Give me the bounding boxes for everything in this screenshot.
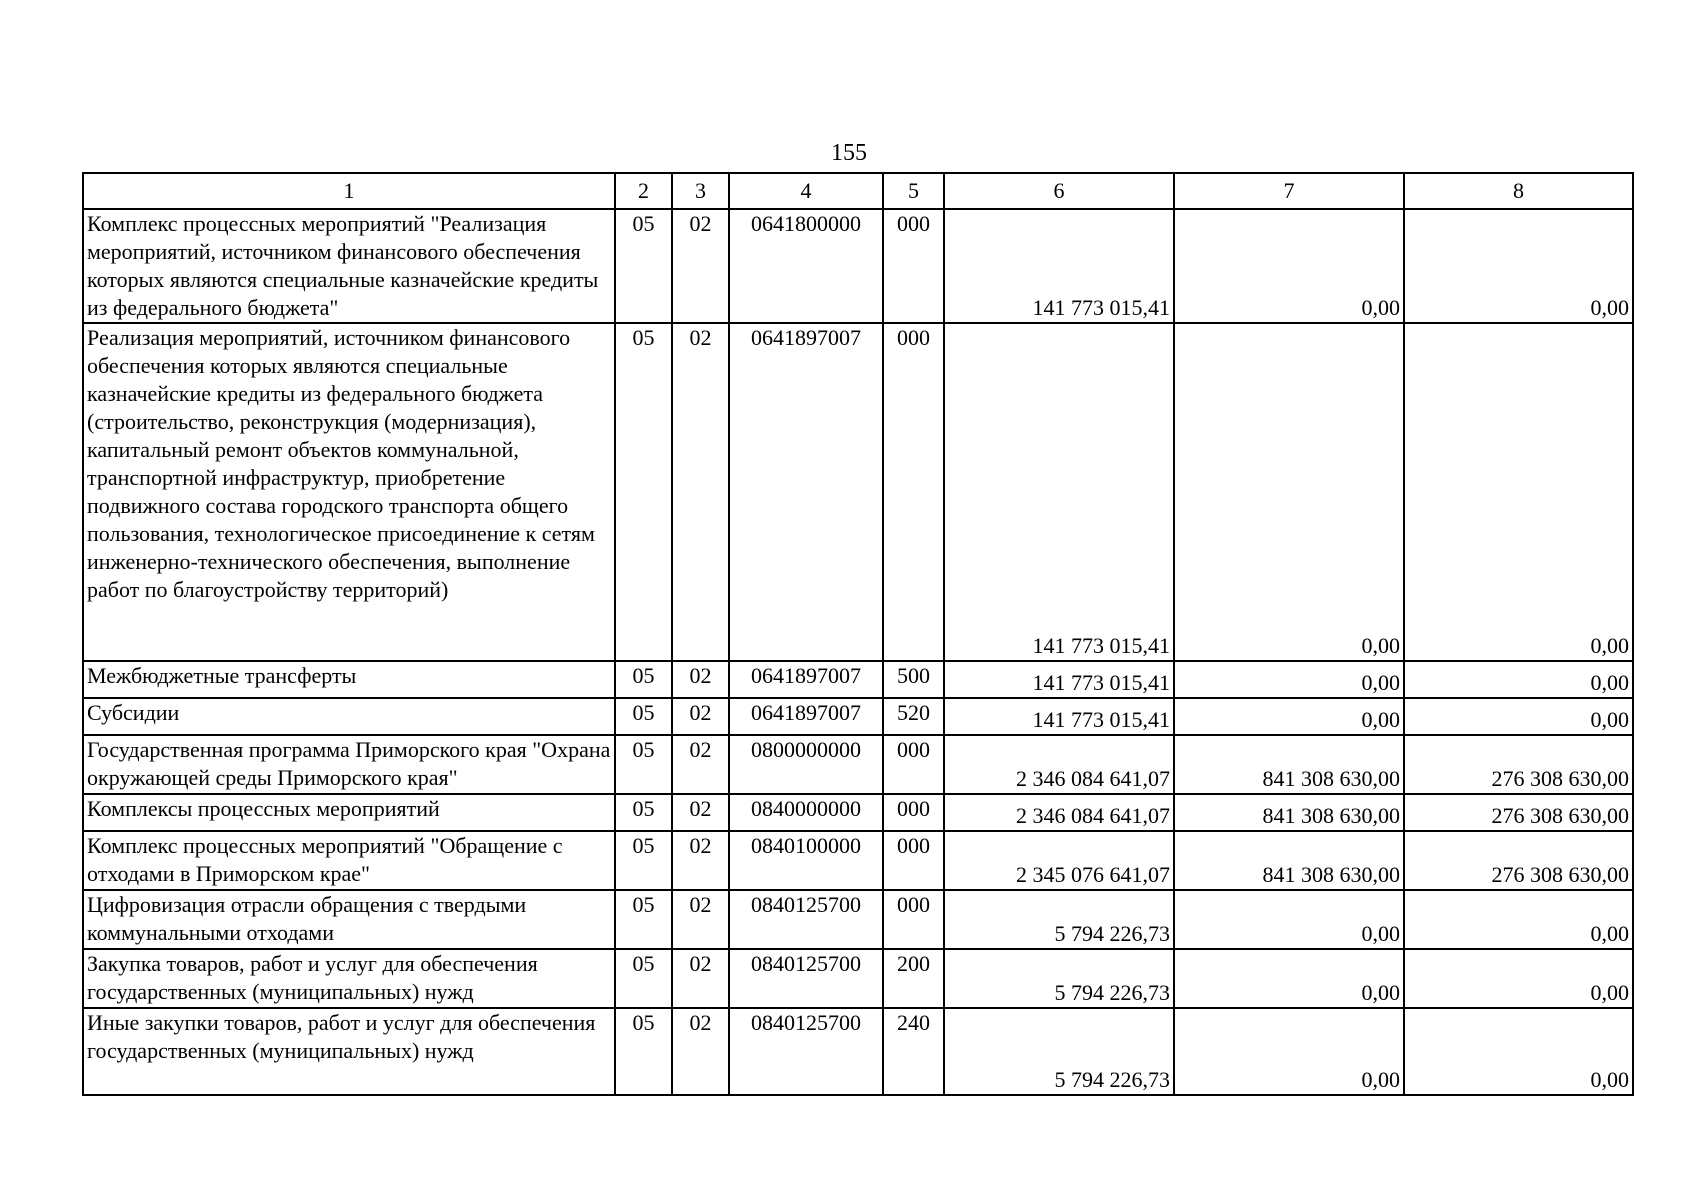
target-article-code: 0840125700 — [729, 890, 883, 949]
amount-col-8: 0,00 — [1404, 949, 1633, 1008]
amount-col-6: 141 773 015,41 — [944, 698, 1174, 735]
column-header: 1 — [83, 173, 615, 209]
section-code: 05 — [615, 209, 672, 323]
amount-col-7: 0,00 — [1174, 323, 1404, 661]
column-number-row — [83, 173, 1633, 209]
amount-col-8: 276 308 630,00 — [1404, 831, 1633, 890]
amount-col-7: 0,00 — [1174, 890, 1404, 949]
target-article-code: 0641800000 — [729, 209, 883, 323]
target-article-code: 0840125700 — [729, 949, 883, 1008]
amount-col-8: 276 308 630,00 — [1404, 735, 1633, 794]
expense-type-code: 520 — [883, 698, 944, 735]
table-row — [83, 209, 1633, 323]
page-number: 155 — [831, 140, 867, 166]
subsection-code: 02 — [672, 890, 729, 949]
target-article-code: 0641897007 — [729, 323, 883, 661]
expense-name: Комплекс процессных мероприятий "Реализация мероприятий, источником финансового обеспечения которых являются специальные казначейские кредиты из федерального бюджета" — [83, 209, 615, 323]
column-header: 7 — [1174, 173, 1404, 209]
amount-col-6: 141 773 015,41 — [944, 661, 1174, 698]
expense-type-code: 200 — [883, 949, 944, 1008]
amount-col-7: 0,00 — [1174, 209, 1404, 323]
section-code: 05 — [615, 735, 672, 794]
expense-name: Комплексы процессных мероприятий — [83, 794, 615, 831]
amount-col-6: 2 346 084 641,07 — [944, 735, 1174, 794]
target-article-code: 0840100000 — [729, 831, 883, 890]
subsection-code: 02 — [672, 209, 729, 323]
expense-name: Закупка товаров, работ и услуг для обеспечения государственных (муниципальных) нужд — [83, 949, 615, 1008]
subsection-code: 02 — [672, 323, 729, 661]
expense-type-code: 000 — [883, 831, 944, 890]
section-code: 05 — [615, 794, 672, 831]
amount-col-8: 0,00 — [1404, 323, 1633, 661]
section-code: 05 — [615, 698, 672, 735]
subsection-code: 02 — [672, 698, 729, 735]
table-row — [83, 1008, 1633, 1095]
subsection-code: 02 — [672, 794, 729, 831]
target-article-code: 0840125700 — [729, 1008, 883, 1095]
amount-col-6: 2 346 084 641,07 — [944, 794, 1174, 831]
table-row — [83, 735, 1633, 794]
amount-col-8: 0,00 — [1404, 1008, 1633, 1095]
expense-name: Реализация мероприятий, источником финансового обеспечения которых являются специальные казначейские кредиты из федерального бюджета (строительство, реконструкция (модернизация), капитальный ремонт объектов коммунальной, транспортной инфраструктур, приобретение подвижного состава городского транспорта общего пользования, технологическое присоединение к сетям инженерно-технического обеспечения, выполнение работ по благоустройству территорий) — [83, 323, 615, 661]
expense-type-code: 240 — [883, 1008, 944, 1095]
amount-col-8: 0,00 — [1404, 698, 1633, 735]
amount-col-6: 5 794 226,73 — [944, 1008, 1174, 1095]
section-code: 05 — [615, 1008, 672, 1095]
column-header: 8 — [1404, 173, 1633, 209]
amount-col-7: 841 308 630,00 — [1174, 794, 1404, 831]
section-code: 05 — [615, 949, 672, 1008]
amount-col-8: 276 308 630,00 — [1404, 794, 1633, 831]
expense-type-code: 000 — [883, 890, 944, 949]
amount-col-7: 841 308 630,00 — [1174, 735, 1404, 794]
expense-name: Межбюджетные трансферты — [83, 661, 615, 698]
column-header: 6 — [944, 173, 1174, 209]
section-code: 05 — [615, 831, 672, 890]
expense-name: Государственная программа Приморского края "Охрана окружающей среды Приморского края" — [83, 735, 615, 794]
amount-col-7: 0,00 — [1174, 698, 1404, 735]
expense-name: Субсидии — [83, 698, 615, 735]
expense-name: Иные закупки товаров, работ и услуг для обеспечения государственных (муниципальных) нужд — [83, 1008, 615, 1095]
column-header: 5 — [883, 173, 944, 209]
budget-table — [82, 172, 1634, 1096]
amount-col-7: 0,00 — [1174, 949, 1404, 1008]
expense-type-code: 500 — [883, 661, 944, 698]
subsection-code: 02 — [672, 949, 729, 1008]
amount-col-8: 0,00 — [1404, 209, 1633, 323]
target-article-code: 0641897007 — [729, 698, 883, 735]
subsection-code: 02 — [672, 735, 729, 794]
column-header: 3 — [672, 173, 729, 209]
table-row — [83, 949, 1633, 1008]
target-article-code: 0641897007 — [729, 661, 883, 698]
amount-col-6: 141 773 015,41 — [944, 323, 1174, 661]
column-header: 2 — [615, 173, 672, 209]
amount-col-7: 0,00 — [1174, 1008, 1404, 1095]
amount-col-7: 0,00 — [1174, 661, 1404, 698]
table-row — [83, 831, 1633, 890]
target-article-code: 0840000000 — [729, 794, 883, 831]
section-code: 05 — [615, 890, 672, 949]
expense-type-code: 000 — [883, 323, 944, 661]
amount-col-8: 0,00 — [1404, 661, 1633, 698]
amount-col-6: 2 345 076 641,07 — [944, 831, 1174, 890]
target-article-code: 0800000000 — [729, 735, 883, 794]
expense-name: Комплекс процессных мероприятий "Обращение с отходами в Приморском крае" — [83, 831, 615, 890]
subsection-code: 02 — [672, 831, 729, 890]
expense-type-code: 000 — [883, 735, 944, 794]
expense-name: Цифровизация отрасли обращения с твердыми коммунальными отходами — [83, 890, 615, 949]
table-row — [83, 794, 1633, 831]
subsection-code: 02 — [672, 661, 729, 698]
table-row — [83, 323, 1633, 661]
table-row — [83, 661, 1633, 698]
amount-col-7: 841 308 630,00 — [1174, 831, 1404, 890]
amount-col-6: 5 794 226,73 — [944, 949, 1174, 1008]
section-code: 05 — [615, 323, 672, 661]
amount-col-6: 5 794 226,73 — [944, 890, 1174, 949]
amount-col-8: 0,00 — [1404, 890, 1633, 949]
amount-col-6: 141 773 015,41 — [944, 209, 1174, 323]
table-row — [83, 698, 1633, 735]
subsection-code: 02 — [672, 1008, 729, 1095]
expense-type-code: 000 — [883, 794, 944, 831]
table-row — [83, 890, 1633, 949]
section-code: 05 — [615, 661, 672, 698]
expense-type-code: 000 — [883, 209, 944, 323]
column-header: 4 — [729, 173, 883, 209]
